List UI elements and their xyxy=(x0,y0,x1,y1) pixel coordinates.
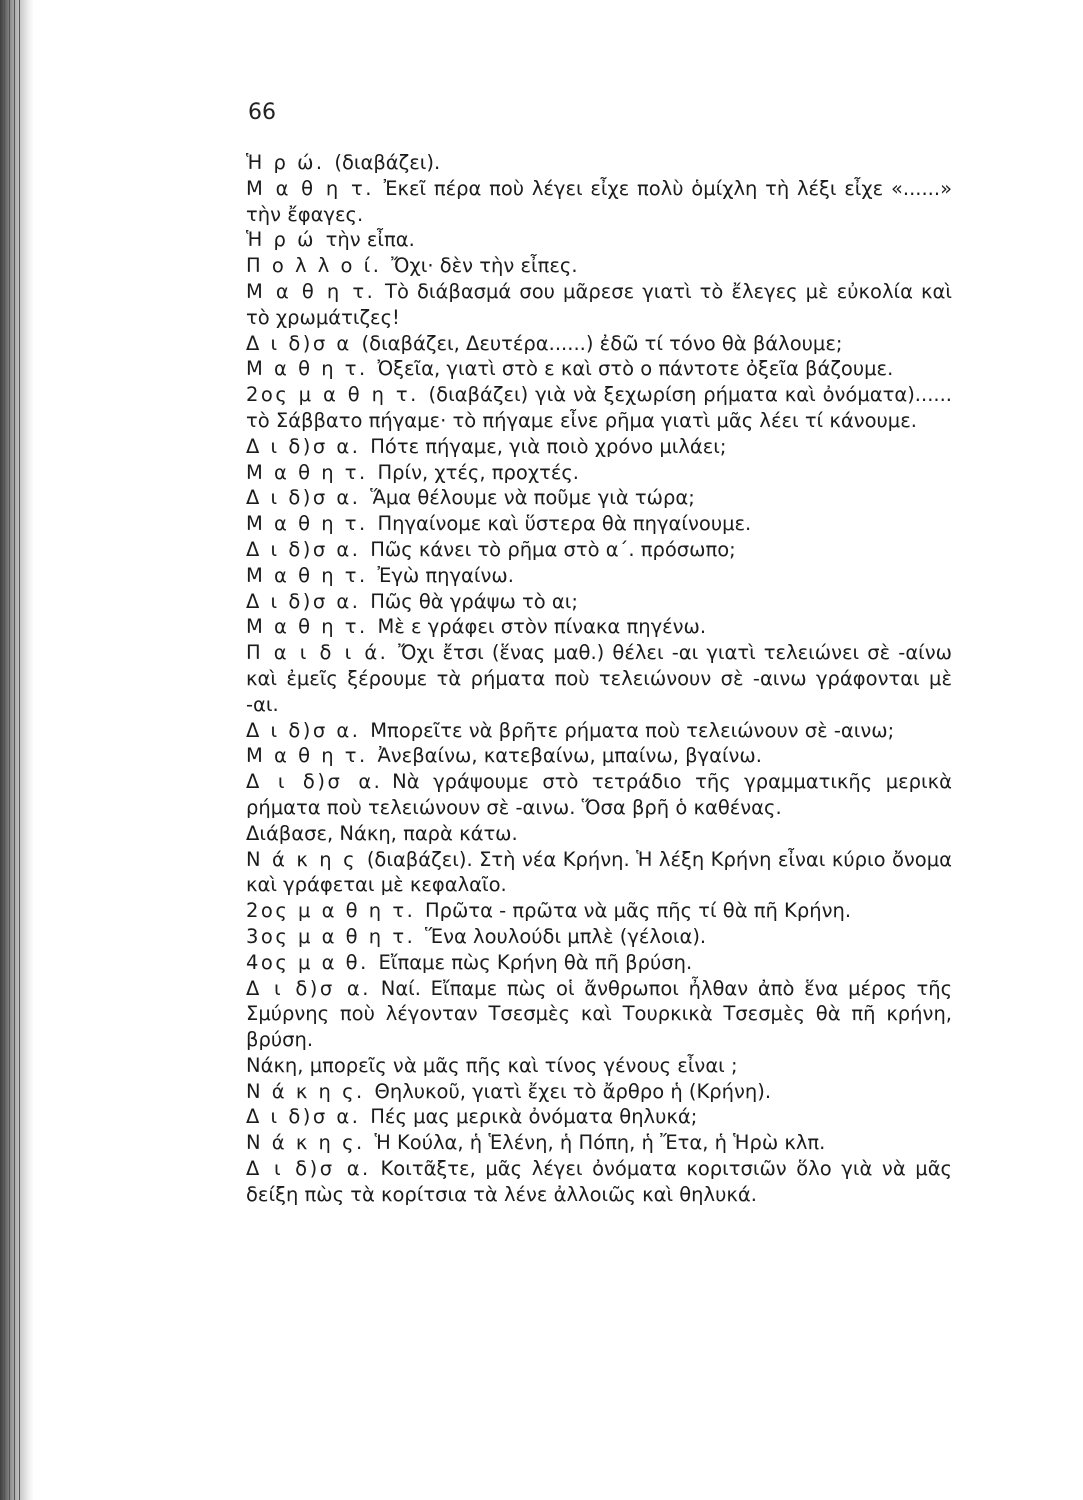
speaker-label: Ν ά κ η ς xyxy=(246,847,358,871)
dialogue-line xyxy=(246,950,952,976)
page-number: 66 xyxy=(248,100,276,125)
dialogue-line xyxy=(246,743,952,769)
speaker-label: Μ α θ η τ. xyxy=(246,563,368,587)
dialogue-line xyxy=(246,898,952,924)
line-text: τὴν εἶπα. xyxy=(325,228,415,252)
speaker-label: Δ ι δ)σ α. xyxy=(246,589,361,613)
line-text: Ἐκεῖ πέρα ποὺ λέγει εἶχε πολὺ ὁμίχλη τὴ λέξι εἶχε «......» τὴν ἔφαγες. xyxy=(246,176,952,226)
dialogue-line xyxy=(246,460,952,486)
line-text: (διαβάζει). xyxy=(334,151,441,174)
speaker-label: Μ α θ η τ. xyxy=(246,176,374,200)
speaker-label: Π α ι δ ι ά. xyxy=(246,641,389,665)
line-text: Ὄχι· δὲν τὴν εἶπες. xyxy=(391,254,578,278)
dialogue-line xyxy=(246,976,952,1053)
line-text: Ἀνεβαίνω, κατεβαίνω, μπαίνω, βγαίνω. xyxy=(377,744,762,768)
speaker-label: 3ος μ α θ η τ. xyxy=(246,924,416,948)
speaker-label: 2ος μ α θ η τ. xyxy=(246,899,416,923)
dialogue-line xyxy=(246,150,952,176)
line-text: Ἐγὼ πηγαίνω. xyxy=(377,563,514,587)
speaker-label: Ἡ ρ ώ xyxy=(246,228,316,252)
dialogue-line xyxy=(246,331,952,357)
dialogue-line xyxy=(246,356,952,382)
speaker-label: Μ α θ η τ. xyxy=(246,279,376,303)
dialogue-line xyxy=(246,279,952,331)
speaker-label: 4ος μ α θ. xyxy=(246,950,369,974)
speaker-label: Δ ι δ)σ α. xyxy=(246,434,361,458)
dialogue-line xyxy=(246,227,952,253)
speaker-label: Μ α θ η τ. xyxy=(246,744,368,768)
dialogue-line xyxy=(246,1156,952,1208)
dialogue-line xyxy=(246,589,952,615)
speaker-label: Δ ι δ)σ α. xyxy=(246,770,383,794)
line-text: Πρῶτα - πρῶτα νὰ μᾶς πῆς τί θὰ πῆ Κρήνη. xyxy=(425,899,852,923)
line-text: (διαβάζει, Δευτέρα......) ἐδῶ τί τόνο θὰ βάλουμε; xyxy=(361,331,843,355)
line-text: Νὰ γράψουμε στὸ τετράδιο τῆς γραμματικῆς μερικὰ ρήματα ποὺ τελειώνουν σὲ -αινω. Ὅσα βρῆ ὁ καθένας. xyxy=(246,770,952,819)
line-text: Ναί. Εἴπαμε πὼς οἱ ἄνθρωποι ἦλθαν ἀπὸ ἕνα μέρος τῆς Σμύρνης ποὺ λέγονταν Τσεσμὲς καὶ Τουρκικὰ Τσεσμὲς θὰ πῆ κρήνη, βρύση. xyxy=(246,976,953,1052)
line-text: (διαβάζει). Στὴ νέα Κρήνη. Ἡ λέξη Κρήνη εἶναι κύριο ὄνομα καὶ γράφεται μὲ κεφαλαῖο. xyxy=(246,847,952,897)
line-text: Μὲ ε γράφει στὸν πίνακα πηγένω. xyxy=(377,615,707,639)
line-text: Ἕνα λουλούδι μπλὲ (γέλοια). xyxy=(425,924,707,948)
dialogue-line xyxy=(246,382,952,434)
line-text: Πῶς κάνει τὸ ρῆμα στὸ α΄. πρόσωπο; xyxy=(370,537,736,561)
line-text: Ἡ Κούλα, ἡ Ἑλένη, ἡ Πόπη, ἡ Ἔτα, ἡ Ἡρὼ κλπ. xyxy=(374,1131,826,1155)
line-text: Διάβασε, Νάκη, παρὰ κάτω. xyxy=(246,821,518,845)
line-text: Νάκη, μπορεῖς νὰ μᾶς πῆς καὶ τίνος γένους εἶναι ; xyxy=(246,1053,738,1077)
speaker-label: Δ ι δ)σ α. xyxy=(246,537,361,561)
speaker-label: Μ α θ η τ. xyxy=(246,512,368,536)
dialogue-line xyxy=(246,640,952,717)
dialogue-line xyxy=(246,434,952,460)
speaker-label: Μ α θ η τ. xyxy=(246,357,368,381)
speaker-label: Ν ά κ η ς. xyxy=(246,1131,365,1155)
dialogue-text xyxy=(246,150,952,1208)
dialogue-line xyxy=(246,1053,952,1079)
speaker-label: Δ ι δ)σ α. xyxy=(246,976,371,1000)
line-text: Ὄχι ἔτσι (ἕνας μαθ.) θέλει -αι γιατὶ τελειώνει σὲ -αίνω καὶ ἐμεῖς ξέρουμε τὰ ρήματα ποὺ τελειώνουν σὲ -αινω γράφονται μὲ -αι. xyxy=(246,641,952,716)
dialogue-line xyxy=(246,769,952,821)
speaker-label: Π ο λ λ ο ί. xyxy=(246,254,382,278)
line-text: (διαβάζει) γιὰ νὰ ξεχωρίση ρήματα καὶ ὀνόματα)...... τὸ Σάββατο πήγαμε· τὸ πήγαμε εἶνε ρῆμα γιατὶ μᾶς λέει τί κάνουμε. xyxy=(246,383,952,432)
dialogue-line xyxy=(246,718,952,744)
line-text: Τὸ διάβασμά σου μᾶρεσε γιατὶ τὸ ἔλεγες μὲ εὐκολία καὶ τὸ χρωμάτιζες! xyxy=(246,279,952,329)
dialogue-line xyxy=(246,1104,952,1130)
speaker-label: Μ α θ η τ. xyxy=(246,615,368,639)
line-text: Πρίν, χτές, προχτές. xyxy=(377,460,580,484)
speaker-label: Δ ι δ)σ α xyxy=(246,331,352,355)
dialogue-line xyxy=(246,1130,952,1156)
speaker-label: Μ α θ η τ. xyxy=(246,460,368,484)
line-text: Ἅμα θέλουμε νὰ ποῦμε γιὰ τώρα; xyxy=(370,486,695,510)
speaker-label: Δ ι δ)σ α. xyxy=(246,486,361,510)
line-text: Πῶς θὰ γράψω τὸ αι; xyxy=(370,589,578,613)
dialogue-line xyxy=(246,253,952,279)
line-text: Κοιτᾶξτε, μᾶς λέγει ὀνόματα κοριτσιῶν ὅλο γιὰ νὰ μᾶς δείξη πὼς τὰ κορίτσια τὰ λένε ἀλλοιῶς καὶ θηλυκά. xyxy=(246,1157,952,1206)
dialogue-line xyxy=(246,1079,952,1105)
speaker-label: Δ ι δ)σ α. xyxy=(246,1105,361,1129)
line-text: Πότε πήγαμε, γιὰ ποιὸ χρόνο μιλάει; xyxy=(370,434,727,458)
dialogue-line xyxy=(246,924,952,950)
dialogue-line xyxy=(246,563,952,589)
line-text: Πές μας μερικὰ ὀνόματα θηλυκά; xyxy=(370,1105,698,1129)
dialogue-line xyxy=(246,511,952,537)
line-text: Εἴπαμε πὼς Κρήνη θὰ πῆ βρύση. xyxy=(378,950,693,974)
line-text: Θηλυκοῦ, γιατὶ ἔχει τὸ ἄρθρο ἡ (Κρήνη). xyxy=(374,1079,772,1103)
speaker-label: 2ος μ α θ η τ. xyxy=(246,383,419,407)
speaker-label: Δ ι δ)σ α. xyxy=(246,718,361,742)
speaker-label: Ἡ ρ ώ. xyxy=(246,151,325,174)
line-text: Ὀξεῖα, γιατὶ στὸ ε καὶ στὸ ο πάντοτε ὀξεῖα βάζουμε. xyxy=(377,357,894,381)
speaker-label: Ν ά κ η ς. xyxy=(246,1079,365,1103)
dialogue-line xyxy=(246,614,952,640)
dialogue-line xyxy=(246,485,952,511)
dialogue-line xyxy=(246,176,952,228)
line-text: Πηγαίνομε καὶ ὕστερα θὰ πηγαίνουμε. xyxy=(377,512,752,536)
speaker-label: Δ ι δ)σ α. xyxy=(246,1157,371,1181)
dialogue-line xyxy=(246,847,952,899)
line-text: Μπορεῖτε νὰ βρῆτε ρήματα ποὺ τελειώνουν σὲ -αινω; xyxy=(370,718,895,742)
dialogue-line xyxy=(246,537,952,563)
dialogue-line xyxy=(246,821,952,847)
